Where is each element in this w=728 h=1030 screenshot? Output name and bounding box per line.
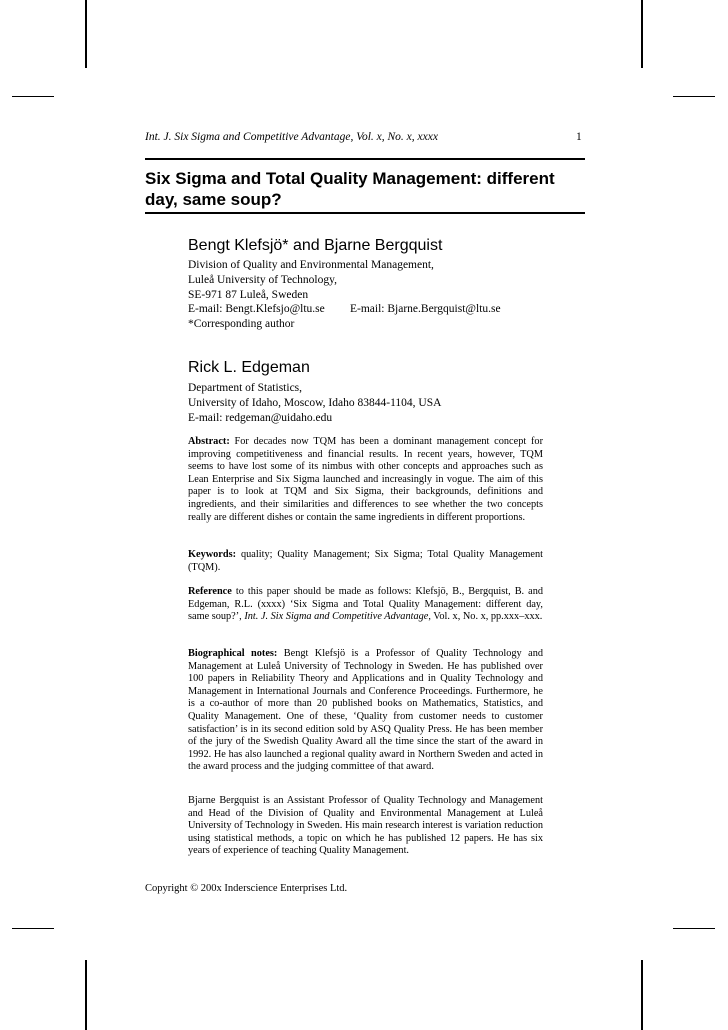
reference-text: , Vol. x, No. x, pp.xxx–xxx. bbox=[428, 611, 543, 623]
journal-header: Int. J. Six Sigma and Competitive Advantage, Vol. x, No. x, xxxx bbox=[145, 131, 438, 143]
keywords-text: quality; Quality Management; Six Sigma; Total Quality Management (TQM). bbox=[188, 549, 543, 573]
reference-text: to this paper should be made as follows: Klefsjö, B., Bergquist, B. and Edgeman, R.L. (xxxx) ‘Six Sigma and Total Quality Management: different day, same soup?’, bbox=[188, 586, 543, 623]
crop-mark bbox=[12, 928, 54, 929]
author-names: Bengt Klefsjö* and Bjarne Bergquist bbox=[188, 237, 443, 254]
crop-mark bbox=[85, 0, 87, 68]
affiliation-university: Luleå University of Technology, bbox=[188, 273, 337, 286]
biographical-notes-2 bbox=[188, 795, 543, 858]
crop-mark bbox=[12, 96, 54, 97]
title-rule bbox=[145, 212, 585, 214]
affiliation-address: SE-971 87 Luleå, Sweden bbox=[188, 288, 309, 301]
author-block-1 bbox=[188, 236, 543, 332]
title-line: Six Sigma and Total Quality Management: different bbox=[145, 169, 555, 188]
author-affiliation bbox=[188, 381, 543, 425]
reference-journal: Int. J. Six Sigma and Competitive Advantage bbox=[244, 611, 429, 623]
crop-mark bbox=[641, 960, 643, 1030]
copyright-notice: Copyright © 200x Inderscience Enterprises Ltd. bbox=[145, 883, 348, 894]
crop-mark bbox=[641, 0, 643, 68]
email-link[interactable]: E-mail: Bengt.Klefsjo@ltu.se bbox=[188, 303, 325, 316]
author-name: Rick L. Edgeman bbox=[188, 359, 310, 376]
email-row bbox=[188, 302, 543, 317]
affiliation-dept: Department of Statistics, bbox=[188, 382, 303, 394]
abstract-text: For decades now TQM has been a dominant management concept for improving competitiveness and financial results. In recent years, however, TQM seems to have lost some of its nimbus with other concepts and approaches such as Lean Enterprise and Six Sigma launched and increasingly in vogue. The aim of this paper is to look at TQM and Six Sigma, their backgrounds, definitions and ingredients, and their similarities and differences to see whether the two concepts really are different dishes or contain the same ingredients in different proportions. bbox=[188, 436, 543, 523]
bio-label: Biographical notes: bbox=[188, 648, 278, 659]
biographical-notes bbox=[188, 648, 543, 774]
reference-label: Reference bbox=[188, 586, 232, 597]
title-line: day, same soup? bbox=[145, 190, 282, 209]
reference bbox=[188, 586, 543, 624]
corresponding-author-note: *Corresponding author bbox=[188, 318, 295, 331]
header-rule bbox=[145, 158, 585, 160]
email-link[interactable]: E-mail: Bjarne.Bergquist@ltu.se bbox=[350, 303, 501, 316]
keywords bbox=[188, 549, 543, 574]
bio-text: Bengt Klefsjö is a Professor of Quality Technology and Management at Luleå University of Technology in Sweden. He has published over 100 papers in Reliability Theory and Applications and in Quality Technology and Management in International Journals and Conference Proceedings. Furthermore, he is a co-author of more than 20 published books on Mathematics, Statistics, and Quality Management. One of these, ‘Quality from customer needs to customer satisfaction’ is in its second edition sold by ASQ Quality Press. He has been member of the jury of the Swedish Quality Award all the time since the start of the award in 1992. He has also launched a regional quality award in Northern Sweden and acted in the award process and the judging committee of that award. bbox=[188, 648, 543, 773]
author-block-2 bbox=[188, 358, 543, 425]
paper-title bbox=[145, 168, 595, 210]
abstract-label: Abstract: bbox=[188, 436, 230, 447]
keywords-label: Keywords: bbox=[188, 549, 237, 560]
email-link[interactable]: E-mail: redgeman@uidaho.edu bbox=[188, 411, 333, 424]
crop-mark bbox=[85, 960, 87, 1030]
bio-text: Bjarne Bergquist is an Assistant Professor of Quality Technology and Management and Head of the Division of Quality and Environmental Management at Luleå University of Technology in Sweden. His main research interest is variation reduction using statistical methods, a topic on which he has published 12 papers. He has six years of experience of teaching Quality Management. bbox=[188, 795, 543, 857]
crop-mark bbox=[673, 928, 715, 929]
page-number: 1 bbox=[576, 131, 582, 143]
crop-mark bbox=[673, 96, 715, 97]
affiliation-dept: Division of Quality and Environmental Management, bbox=[188, 259, 434, 271]
abstract bbox=[188, 436, 543, 524]
author-affiliation bbox=[188, 258, 543, 332]
affiliation-address: University of Idaho, Moscow, Idaho 83844-1104, USA bbox=[188, 396, 442, 409]
